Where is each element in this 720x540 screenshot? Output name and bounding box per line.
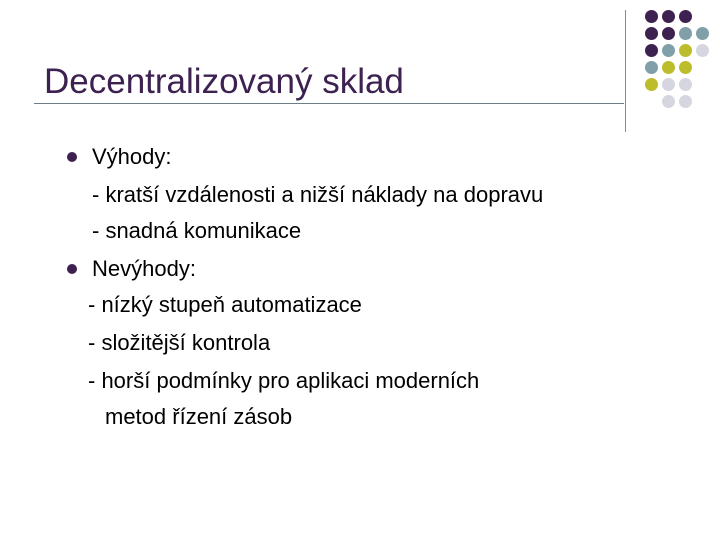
dot-gray	[662, 95, 675, 108]
dot-olive	[662, 61, 675, 74]
dot-teal	[696, 27, 709, 40]
disadvantage-item: - nízký stupeň automatizace	[88, 292, 362, 317]
advantage-item: - snadná komunikace	[92, 218, 302, 243]
dot-gray	[662, 78, 675, 91]
vertical-divider	[625, 10, 626, 132]
dot-olive	[679, 61, 692, 74]
advantage-item: - kratší vzdálenosti a nižší náklady na dopravu	[92, 182, 544, 207]
slide-title: Decentralizovaný sklad	[44, 62, 404, 101]
disadvantage-item-continuation: metod řízení zásob	[105, 404, 293, 429]
dot-purple	[645, 10, 658, 23]
title-underline	[34, 103, 624, 104]
dot-olive	[645, 78, 658, 91]
bullet-icon	[67, 152, 77, 162]
dot-purple	[645, 27, 658, 40]
dot-purple	[645, 44, 658, 57]
dot-purple	[679, 10, 692, 23]
dot-purple	[662, 27, 675, 40]
dot-teal	[679, 27, 692, 40]
dot-teal	[662, 44, 675, 57]
dot-olive	[679, 44, 692, 57]
dot-gray	[679, 78, 692, 91]
disadvantage-item: - složitější kontrola	[88, 330, 271, 355]
dot-gray	[679, 95, 692, 108]
bullet-disadvantages: Nevýhody:	[92, 256, 196, 281]
dot-teal	[645, 61, 658, 74]
disadvantage-item: - horší podmínky pro aplikaci moderních	[88, 368, 480, 393]
bullet-advantages: Výhody:	[92, 144, 172, 169]
bullet-icon	[67, 264, 77, 274]
dot-gray	[696, 44, 709, 57]
dot-purple	[662, 10, 675, 23]
